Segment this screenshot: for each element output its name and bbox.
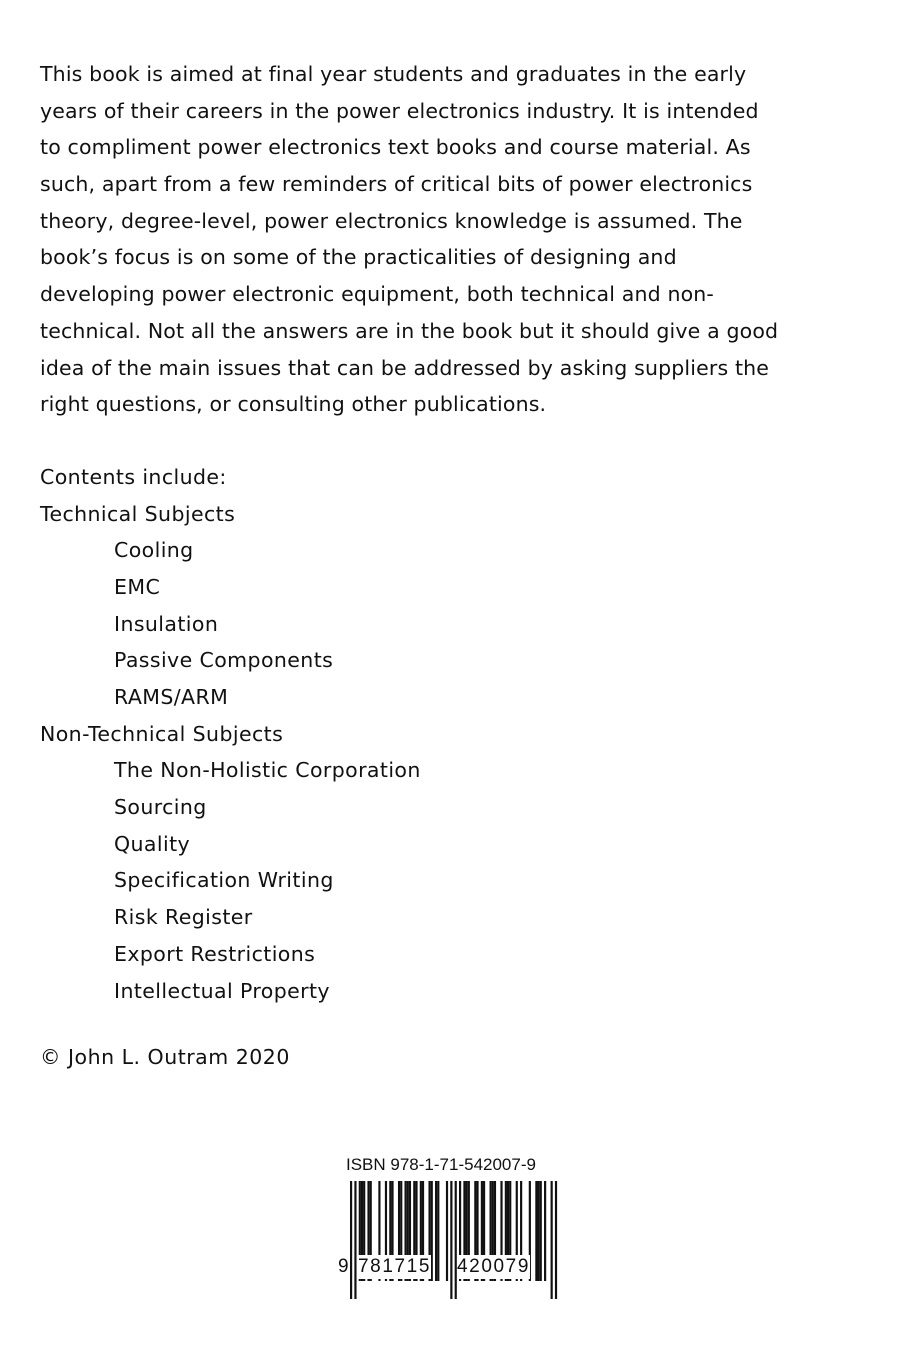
description-line: to compliment power electronics text books and course material. As [40,135,751,160]
description-line: theory, degree-level, power electronics knowledge is assumed. The [40,208,743,233]
isbn-barcode [338,1153,568,1277]
contents-heading: Contents include: [40,464,227,489]
back-cover-text [40,56,860,1076]
description-line: technical. Not all the answers are in the book but it should give a good [40,318,779,343]
list-item: Quality [114,831,191,856]
technical-subjects-heading: Technical Subjects [40,501,236,526]
barcode-bar [555,1181,557,1299]
description-paragraph [40,56,860,423]
barcode-bar [350,1181,352,1299]
list-item: Intellectual Property [114,978,330,1003]
barcode-digit-prefix: 9 [338,1256,351,1277]
list-item: RAMS/ARM [114,685,229,709]
isbn-label: ISBN 978-1-71-542007-9 [346,1155,536,1174]
description-line: such, apart from a few reminders of critical bits of power electronics [40,172,753,197]
barcode-bar [354,1181,356,1299]
barcode-bars [338,1177,568,1301]
list-item: Export Restrictions [114,941,316,966]
barcode-digits [338,1253,568,1279]
barcode-digit-group-left: 781715 [358,1256,432,1277]
list-item: Cooling [114,538,194,563]
description-line: developing power electronic equipment, both technical and non- [40,282,714,307]
copyright-notice: © John L. Outram 2020 [40,1045,290,1070]
list-item: Insulation [114,611,219,636]
barcode-bar [455,1181,457,1299]
contents-list [40,459,860,1009]
list-item: Sourcing [114,795,207,820]
list-item: Risk Register [114,905,253,930]
list-item: Specification Writing [114,868,334,893]
non-technical-subjects-heading: Non-Technical Subjects [40,721,284,746]
list-item: The Non-Holistic Corporation [114,758,421,783]
barcode-bar [551,1181,553,1299]
description-line: book’s focus is on some of the practicalities of designing and [40,245,677,270]
list-item: EMC [114,574,161,599]
description-line: idea of the main issues that can be addressed by asking suppliers the [40,355,770,380]
list-item: Passive Components [114,648,334,673]
description-line: right questions, or consulting other publications. [40,392,547,417]
barcode-digit-group-right: 420079 [457,1256,531,1277]
description-line: This book is aimed at final year students and graduates in the early [40,62,747,86]
barcode-bar [450,1181,452,1299]
description-line: years of their careers in the power electronics industry. It is intended [40,98,759,123]
